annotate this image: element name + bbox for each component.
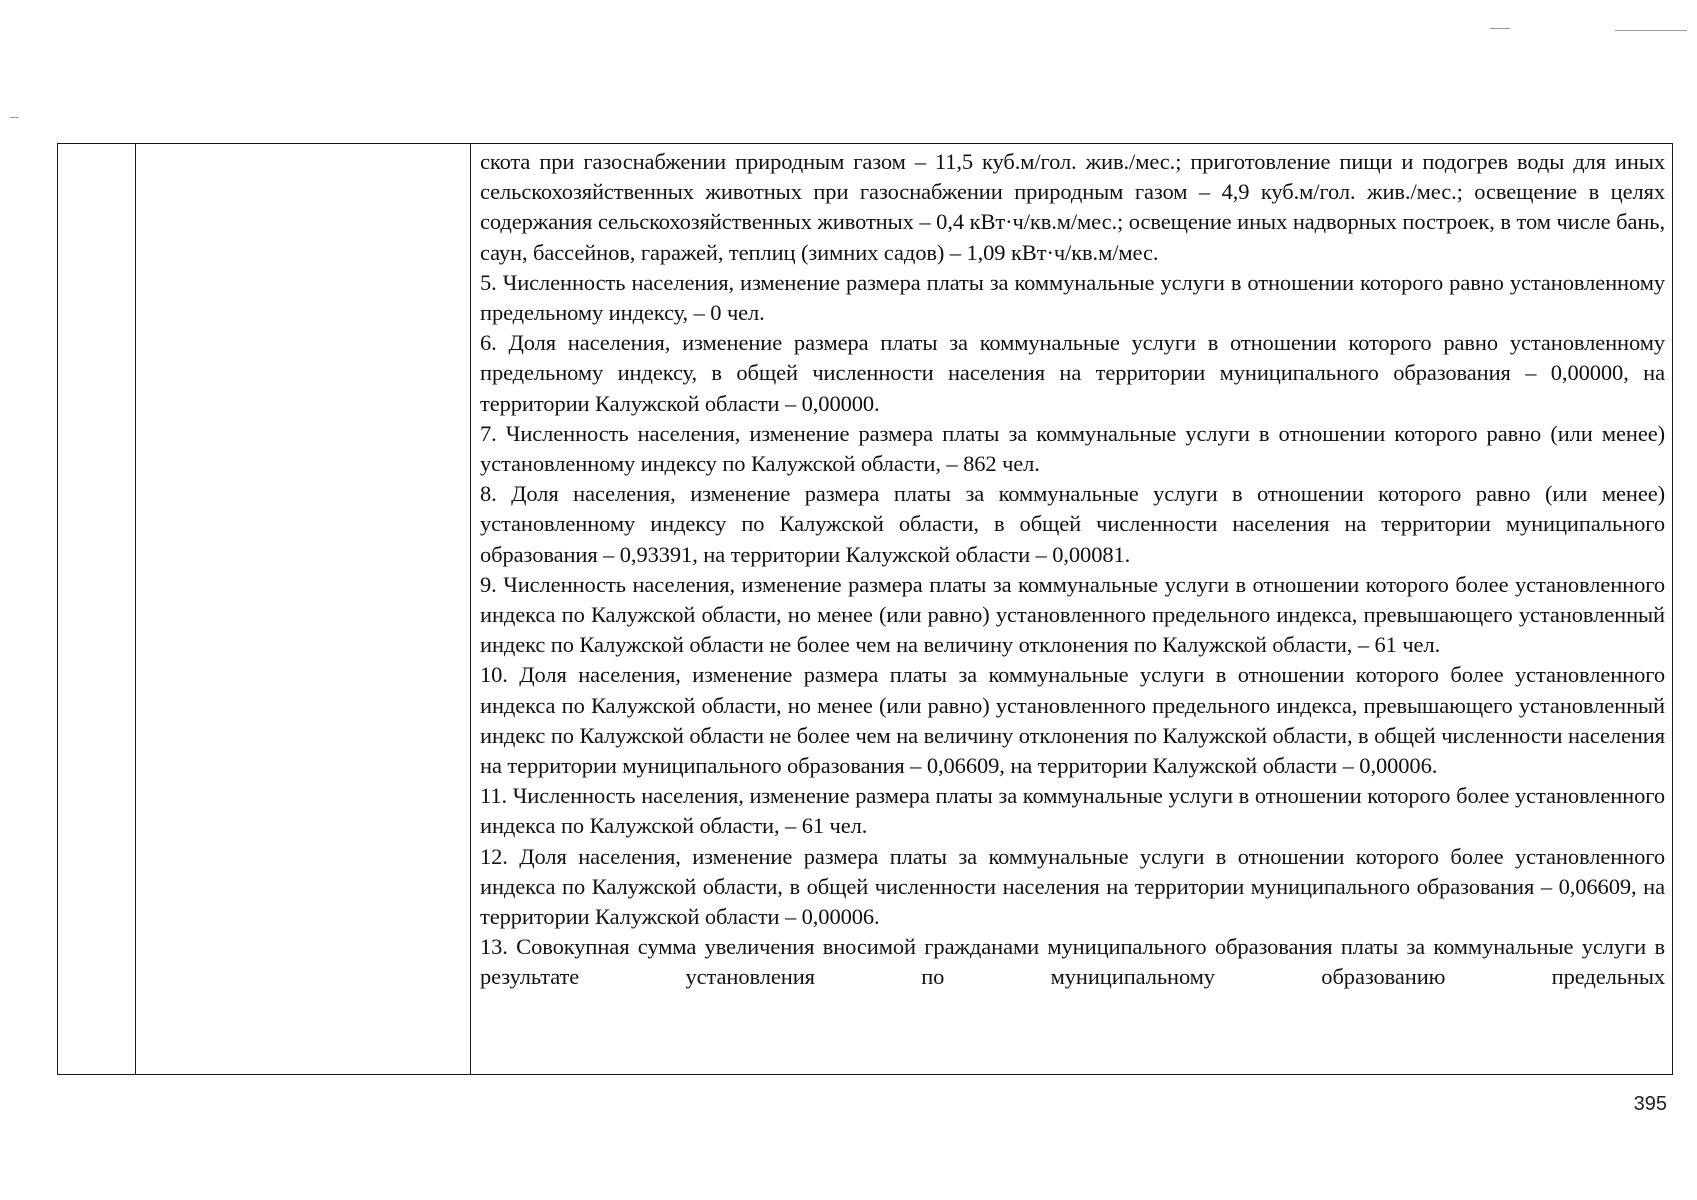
document-table — [57, 143, 1673, 1075]
table-column-name — [136, 144, 471, 1074]
scan-mark — [10, 117, 19, 118]
paragraph: 5. Численность населения, изменение размера платы за коммунальные услуги в отношении которого равно установленному предельному индексу, – 0 чел. — [480, 269, 1665, 326]
paragraph: 10. Доля населения, изменение размера платы за коммунальные услуги в отношении которого более установленного индекса по Калужской области, но менее (или равно) установленного предельного индекса, превышающего установленный индекс по Калужской области не более чем на величину отклонения по Калужской области, в общей численности населения на территории муниципального образования – 0,06609, на территории Калужской области – 0,00006. — [480, 662, 1665, 779]
table-column-content — [471, 144, 1672, 1074]
paragraph: 6. Доля населения, изменение размера платы за коммунальные услуги в отношении которого равно установленному предельному индексу, в общей численности населения на территории муниципального образования – 0,00000, на территории Калужской области – 0,00000. — [480, 330, 1665, 416]
scan-mark — [1615, 30, 1687, 31]
paragraph: 13. Совокупная сумма увеличения вносимой гражданами муниципального образования платы за коммунальные услуги в результате установления по муниципальному образованию предельных — [480, 934, 1665, 990]
table-column-number — [58, 144, 136, 1074]
paragraph: скота при газоснабжении природным газом – 11,5 куб.м/гол. жив./мес.; приготовление пищи и подогрев воды для иных сельскохозяйственных животных при газоснабжении природным газом – 4,9 куб.м/гол. жив./мес.; освещение в целях содержания сельскохозяйственных животных – 0,4 кВт·ч/кв.м/мес.; освещение иных надворных построек, в том числе бань, саун, бассейнов, гаражей, теплиц (зимних садов) – 1,09 кВт·ч/кв.м/мес. — [480, 149, 1665, 265]
paragraph: 11. Численность населения, изменение размера платы за коммунальные услуги в отношении которого более установленного индекса по Калужской области, – 61 чел. — [480, 783, 1665, 839]
paragraph: 9. Численность населения, изменение размера платы за коммунальные услуги в отношении которого более установленного индекса по Калужской области, но менее (или равно) установленного предельного индекса, превышающего установленный индекс по Калужской области не более чем на величину отклонения по Калужской области, – 61 чел. — [480, 571, 1665, 658]
scan-mark — [1490, 28, 1510, 29]
page-number: 395 — [1633, 1093, 1667, 1115]
paragraph: 7. Численность населения, изменение размера платы за коммунальные услуги в отношении которого равно (или менее) установленному индексу по Калужской области, – 862 чел. — [480, 420, 1665, 477]
paragraph: 8. Доля населения, изменение размера платы за коммунальные услуги в отношении которого равно (или менее) установленному индексу по Калужской области, в общей численности населения на территории муниципального образования – 0,93391, на территории Калужской области – 0,00081. — [480, 481, 1665, 567]
paragraph: 12. Доля населения, изменение размера платы за коммунальные услуги в отношении которого более установленного индекса по Калужской области, в общей численности населения на территории муниципального образования – 0,06609, на территории Калужской области – 0,00006. — [480, 843, 1665, 930]
